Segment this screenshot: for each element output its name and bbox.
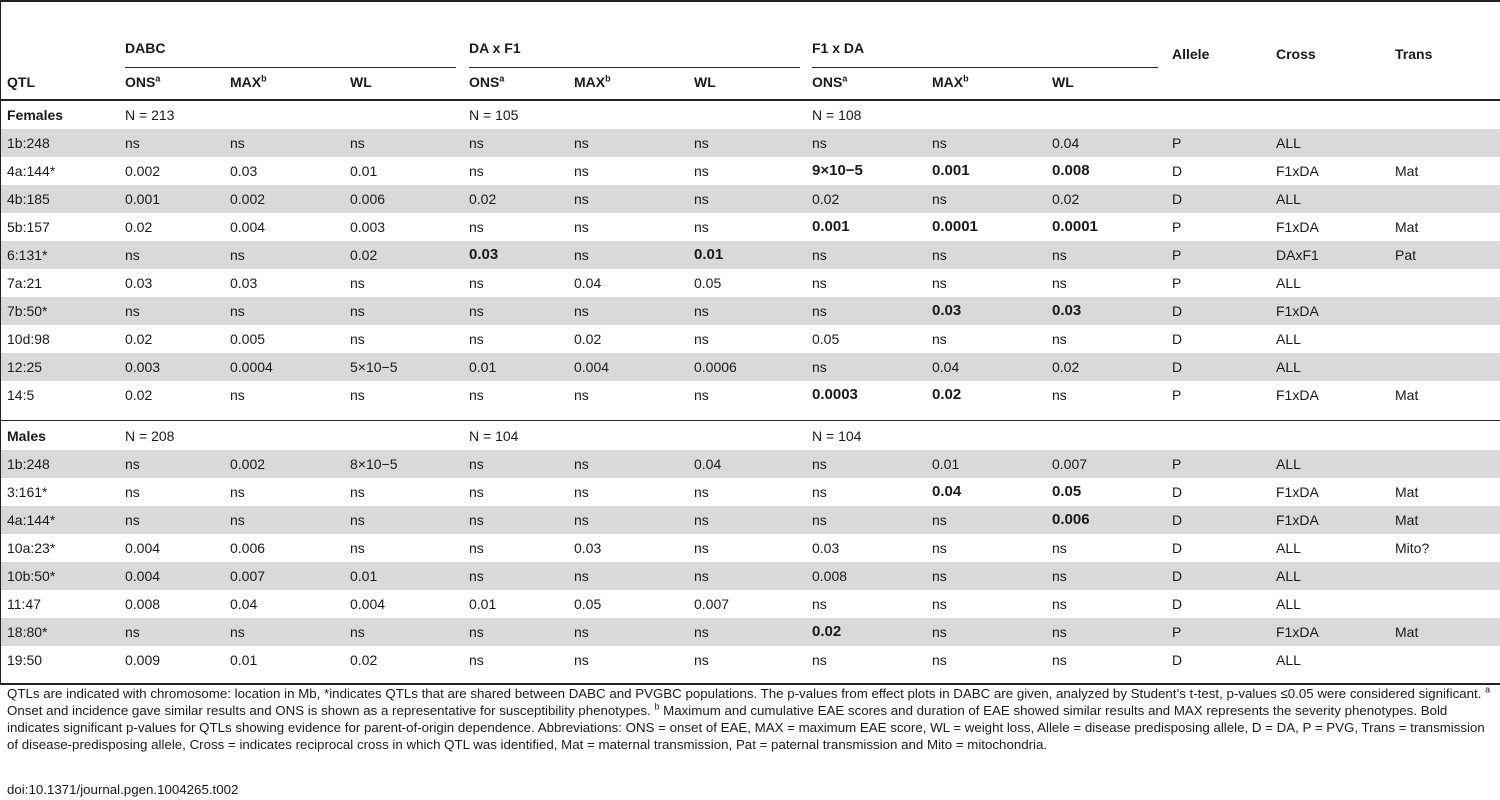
header-cross: Cross (1276, 46, 1316, 62)
pvalue-cell: 0.0001 (932, 218, 978, 235)
pvalue-cell: 0.05 (694, 275, 722, 291)
pvalue-cell: ns (469, 624, 484, 640)
table-row (1, 241, 1500, 269)
pvalue-cell: 0.004 (125, 568, 161, 584)
pvalue-cell: ns (469, 456, 484, 472)
allele-cell: P (1172, 135, 1182, 151)
qtl-cell: 10b:50* (7, 568, 56, 584)
pvalue-cell: ns (694, 484, 709, 500)
table-row (1, 185, 1500, 213)
pvalue-cell: 0.004 (350, 596, 386, 612)
sample-size: N = 105 (469, 107, 519, 123)
pvalue-cell: 0.05 (574, 596, 602, 612)
allele-cell: D (1172, 303, 1183, 319)
footnote-a-text: Onset and incidence gave similar results and ONS is shown as a representative for susceptibility phenotypes. (7, 703, 651, 718)
pvalue-cell: 0.007 (1052, 456, 1088, 472)
pvalue-cell: ns (574, 303, 589, 319)
cross-cell: ALL (1276, 568, 1301, 584)
header-max-text: MAX (574, 74, 606, 90)
pvalue-cell: 0.001 (125, 191, 161, 207)
pvalue-cell: 0.02 (932, 386, 962, 403)
pvalue-cell: ns (469, 135, 484, 151)
pvalue-cell: 0.004 (574, 359, 610, 375)
pvalue-cell: 0.007 (230, 568, 266, 584)
qtl-cell: 10d:98 (7, 331, 50, 347)
pvalue-cell: 0.02 (125, 331, 153, 347)
pvalue-cell: 0.03 (469, 246, 499, 263)
group-header-f1xda: F1 x DA (812, 40, 865, 56)
pvalue-cell: ns (932, 275, 947, 291)
qtl-cell: 5b:157 (7, 219, 50, 235)
allele-cell: D (1172, 163, 1183, 179)
pvalue-cell: ns (125, 303, 140, 319)
pvalue-cell: ns (469, 512, 484, 528)
group-underline-dabc (125, 67, 456, 68)
header-ons-text: ONS (812, 74, 843, 90)
header-ons-text: ONS (125, 74, 156, 90)
cross-cell: ALL (1276, 456, 1301, 472)
pvalue-cell: ns (932, 652, 947, 668)
pvalue-cell: ns (1052, 540, 1067, 556)
pvalue-cell: 0.03 (230, 163, 258, 179)
pvalue-cell: ns (574, 652, 589, 668)
allele-cell: D (1172, 652, 1183, 668)
pvalue-cell: 0.05 (1052, 483, 1082, 500)
pvalue-cell: ns (574, 456, 589, 472)
pvalue-cell: ns (230, 247, 245, 263)
table-row (1, 534, 1500, 562)
pvalue-cell: 0.04 (230, 596, 258, 612)
sup-b: b (963, 73, 969, 84)
pvalue-cell: ns (230, 512, 245, 528)
section-label: Females (7, 107, 64, 123)
pvalue-cell: ns (469, 163, 484, 179)
pvalue-cell: ns (932, 568, 947, 584)
allele-cell: D (1172, 540, 1183, 556)
header-trans: Trans (1395, 46, 1433, 62)
allele-cell: P (1172, 456, 1182, 472)
header-ons (125, 74, 160, 90)
table-row (1, 213, 1500, 241)
pvalue-cell: ns (350, 303, 365, 319)
table-row (1, 157, 1500, 185)
pvalue-cell: 0.001 (812, 218, 850, 235)
header-ons (812, 74, 847, 90)
pvalue-cell: ns (812, 652, 827, 668)
header-ons (469, 74, 504, 90)
pvalue-cell: 0.01 (350, 568, 378, 584)
pvalue-cell: ns (574, 191, 589, 207)
trans-cell: Mat (1395, 219, 1419, 235)
header-wl: WL (694, 74, 716, 90)
pvalue-cell: ns (812, 247, 827, 263)
table-row (1, 450, 1500, 478)
pvalue-cell: ns (230, 135, 245, 151)
pvalue-cell: 0.006 (230, 540, 266, 556)
pvalue-cell: 0.02 (350, 247, 378, 263)
qtl-cell: 6:131* (7, 247, 48, 263)
pvalue-cell: ns (932, 596, 947, 612)
pvalue-cell: ns (1052, 331, 1067, 347)
pvalue-cell: 0.0001 (1052, 218, 1098, 235)
header-max-text: MAX (230, 74, 262, 90)
pvalue-cell: 0.008 (125, 596, 161, 612)
qtl-cell: 14:5 (7, 387, 35, 403)
pvalue-cell: ns (1052, 568, 1067, 584)
pvalue-cell: 0.001 (932, 162, 970, 179)
pvalue-cell: ns (932, 191, 947, 207)
pvalue-cell: 0.04 (1052, 135, 1080, 151)
pvalue-cell: 0.005 (230, 331, 266, 347)
pvalue-cell: ns (350, 540, 365, 556)
allele-cell: P (1172, 624, 1182, 640)
pvalue-cell: ns (469, 568, 484, 584)
pvalue-cell: ns (574, 219, 589, 235)
pvalue-cell: ns (694, 387, 709, 403)
pvalue-cell: 0.01 (469, 359, 497, 375)
section-header-row (1, 101, 1500, 129)
pvalue-cell: 5×10−5 (350, 359, 398, 375)
pvalue-cell: ns (694, 303, 709, 319)
pvalue-cell: ns (812, 596, 827, 612)
pvalue-cell: ns (694, 331, 709, 347)
pvalue-cell: 0.03 (574, 540, 602, 556)
pvalue-cell: ns (350, 484, 365, 500)
group-header-dabc: DABC (125, 40, 166, 56)
pvalue-cell: 0.006 (1052, 511, 1090, 528)
pvalue-cell: ns (574, 568, 589, 584)
pvalue-cell: ns (125, 456, 140, 472)
pvalue-cell: 0.007 (694, 596, 730, 612)
trans-cell: Mat (1395, 387, 1419, 403)
header-qtl: QTL (7, 74, 35, 90)
qtl-cell: 19:50 (7, 652, 43, 668)
cross-cell: ALL (1276, 596, 1301, 612)
header-max (574, 74, 611, 90)
pvalue-cell: ns (694, 219, 709, 235)
table-row (1, 297, 1500, 325)
sample-size: N = 108 (812, 107, 862, 123)
pvalue-cell: 0.009 (125, 652, 161, 668)
pvalue-cell: 0.006 (350, 191, 386, 207)
table-row (1, 269, 1500, 297)
pvalue-cell: ns (125, 484, 140, 500)
section-divider (0, 420, 1500, 421)
pvalue-cell: ns (1052, 247, 1067, 263)
pvalue-cell: 0.02 (1052, 191, 1080, 207)
pvalue-cell: 0.03 (125, 275, 153, 291)
pvalue-cell: ns (350, 387, 365, 403)
pvalue-cell: 0.02 (812, 623, 842, 640)
pvalue-cell: ns (694, 512, 709, 528)
pvalue-cell: 0.04 (932, 359, 960, 375)
pvalue-cell: 0.003 (125, 359, 161, 375)
allele-cell: D (1172, 484, 1183, 500)
pvalue-cell: 0.003 (350, 219, 386, 235)
doi-link[interactable]: doi:10.1371/journal.pgen.1004265.t002 (7, 782, 239, 797)
pvalue-cell: ns (350, 135, 365, 151)
pvalue-cell: ns (812, 456, 827, 472)
header-wl: WL (350, 74, 372, 90)
footnote-b-text: Maximum and cumulative EAE scores and duration of EAE showed similar results and MAX represents the severity phenotypes. Bold indicates significant p-values for QTLs showing evidence for parent-of-origin dependence. Abbreviations: ONS = onset of EAE, MAX = maximum EAE score, WL = weight loss, Allele = disease predisposing allele, D = DA, P = PVG, Trans = transmission of disease-predisposing allele, Cross = indicates reciprocal cross in which QTL was identified, Mat = maternal transmission, Pat = paternal transmission and Mito = mitochondria. (7, 703, 1485, 752)
pvalue-cell: ns (469, 219, 484, 235)
pvalue-cell: ns (812, 512, 827, 528)
qtl-cell: 1b:248 (7, 135, 50, 151)
pvalue-cell: ns (125, 512, 140, 528)
pvalue-cell: ns (125, 247, 140, 263)
trans-cell: Mito? (1395, 540, 1430, 556)
sup-a: a (842, 73, 848, 84)
pvalue-cell: ns (574, 163, 589, 179)
pvalue-cell: ns (932, 135, 947, 151)
pvalue-cell: 0.03 (1052, 302, 1082, 319)
qtl-cell: 7b:50* (7, 303, 48, 319)
pvalue-cell: 0.004 (230, 219, 266, 235)
pvalue-cell: ns (694, 135, 709, 151)
cross-cell: F1xDA (1276, 387, 1319, 403)
pvalue-cell: ns (1052, 387, 1067, 403)
pvalue-cell: ns (812, 135, 827, 151)
pvalue-cell: ns (812, 275, 827, 291)
pvalue-cell: 0.02 (125, 219, 153, 235)
pvalue-cell: ns (694, 568, 709, 584)
table-row (1, 646, 1500, 674)
cross-cell: ALL (1276, 652, 1301, 668)
pvalue-cell: ns (812, 303, 827, 319)
pvalue-cell: ns (230, 387, 245, 403)
pvalue-cell: ns (812, 359, 827, 375)
pvalue-cell: ns (350, 331, 365, 347)
sup-a: a (499, 73, 505, 84)
pvalue-cell: 0.02 (469, 191, 497, 207)
pvalue-cell: 0.02 (1052, 359, 1080, 375)
allele-cell: D (1172, 568, 1183, 584)
header-max (932, 74, 969, 90)
pvalue-cell: 0.03 (230, 275, 258, 291)
cross-cell: ALL (1276, 540, 1301, 556)
table-row (1, 562, 1500, 590)
pvalue-cell: ns (230, 303, 245, 319)
pvalue-cell: ns (350, 624, 365, 640)
pvalue-cell: ns (469, 484, 484, 500)
pvalue-cell: 0.008 (1052, 162, 1090, 179)
pvalue-cell: ns (350, 512, 365, 528)
pvalue-cell: ns (932, 512, 947, 528)
pvalue-cell: 0.04 (574, 275, 602, 291)
allele-cell: D (1172, 359, 1183, 375)
allele-cell: P (1172, 219, 1182, 235)
sample-size: N = 104 (812, 428, 862, 444)
pvalue-cell: ns (469, 303, 484, 319)
pvalue-cell: 0.04 (932, 483, 962, 500)
pvalue-cell: ns (125, 624, 140, 640)
allele-cell: D (1172, 331, 1183, 347)
pvalue-cell: ns (574, 512, 589, 528)
pvalue-cell: 0.008 (812, 568, 848, 584)
cross-cell: F1xDA (1276, 163, 1319, 179)
qtl-cell: 12:25 (7, 359, 43, 375)
cross-cell: F1xDA (1276, 303, 1319, 319)
table-row (1, 478, 1500, 506)
sample-size: N = 208 (125, 428, 175, 444)
pvalue-cell: ns (1052, 275, 1067, 291)
qtl-cell: 3:161* (7, 484, 48, 500)
table-row (1, 129, 1500, 157)
pvalue-cell: 0.02 (350, 652, 378, 668)
pvalue-cell: 0.03 (932, 302, 962, 319)
pvalue-cell: 0.05 (812, 331, 840, 347)
sample-size: N = 104 (469, 428, 519, 444)
table-row (1, 506, 1500, 534)
header-max (230, 74, 267, 90)
table-row (1, 353, 1500, 381)
pvalue-cell: 0.02 (125, 387, 153, 403)
pvalue-cell: 0.0006 (694, 359, 737, 375)
pvalue-cell: ns (932, 540, 947, 556)
pvalue-cell: 0.002 (125, 163, 161, 179)
qtl-cell: 7a:21 (7, 275, 43, 291)
cross-cell: F1xDA (1276, 219, 1319, 235)
section-label: Males (7, 428, 46, 444)
sup-b: b (261, 73, 267, 84)
pvalue-cell: ns (694, 191, 709, 207)
pvalue-cell: 0.01 (469, 596, 497, 612)
cross-cell: ALL (1276, 359, 1301, 375)
sup-a: a (155, 73, 161, 84)
group-header-daxf1: DA x F1 (469, 40, 521, 56)
cross-cell: F1xDA (1276, 484, 1319, 500)
pvalue-cell: ns (125, 135, 140, 151)
trans-cell: Mat (1395, 512, 1419, 528)
pvalue-cell: ns (469, 652, 484, 668)
pvalue-cell: ns (1052, 652, 1067, 668)
section-header-row (1, 422, 1500, 450)
pvalue-cell: 0.002 (230, 456, 266, 472)
pvalue-cell: 0.0003 (812, 386, 858, 403)
cross-cell: F1xDA (1276, 624, 1319, 640)
pvalue-cell: 0.04 (694, 456, 722, 472)
allele-cell: D (1172, 596, 1183, 612)
pvalue-cell: 0.01 (230, 652, 258, 668)
pvalue-cell: ns (469, 540, 484, 556)
qtl-cell: 4b:185 (7, 191, 50, 207)
pvalue-cell: ns (574, 387, 589, 403)
pvalue-cell: ns (694, 540, 709, 556)
header-max-text: MAX (932, 74, 964, 90)
pvalue-cell: ns (694, 652, 709, 668)
allele-cell: P (1172, 275, 1182, 291)
cross-cell: F1xDA (1276, 512, 1319, 528)
pvalue-cell: ns (932, 331, 947, 347)
sample-size: N = 213 (125, 107, 175, 123)
footnote-a-mark: a (1485, 684, 1491, 695)
table-footnote (7, 685, 1497, 753)
table-top-rule (0, 0, 1500, 2)
pvalue-cell: 9×10−5 (812, 162, 863, 179)
pvalue-cell: 0.03 (812, 540, 840, 556)
pvalue-cell: ns (574, 624, 589, 640)
allele-cell: P (1172, 247, 1182, 263)
allele-cell: D (1172, 512, 1183, 528)
pvalue-cell: 0.01 (694, 246, 724, 263)
trans-cell: Pat (1395, 247, 1417, 263)
qtl-cell: 11:47 (7, 596, 41, 612)
pvalue-cell: 0.01 (932, 456, 960, 472)
pvalue-cell: ns (574, 484, 589, 500)
pvalue-cell: ns (1052, 596, 1067, 612)
pvalue-cell: ns (230, 624, 245, 640)
header-wl: WL (1052, 74, 1074, 90)
pvalue-cell: 0.002 (230, 191, 266, 207)
pvalue-cell: ns (694, 624, 709, 640)
pvalue-cell: ns (469, 387, 484, 403)
pvalue-cell: ns (574, 247, 589, 263)
pvalue-cell: ns (230, 484, 245, 500)
pvalue-cell: ns (350, 275, 365, 291)
pvalue-cell: 0.01 (350, 163, 378, 179)
cross-cell: ALL (1276, 275, 1301, 291)
allele-cell: D (1172, 191, 1183, 207)
qtl-cell: 18:80* (7, 624, 48, 640)
qtl-cell: 4a:144* (7, 163, 56, 179)
qtl-cell: 1b:248 (7, 456, 50, 472)
cross-cell: DAxF1 (1276, 247, 1319, 263)
pvalue-cell: 0.02 (574, 331, 602, 347)
pvalue-cell: 0.02 (812, 191, 840, 207)
pvalue-cell: ns (469, 275, 484, 291)
footnote-b-mark: b (654, 701, 660, 712)
pvalue-cell: ns (469, 331, 484, 347)
pvalue-cell: ns (694, 163, 709, 179)
footnote-main: QTLs are indicated with chromosome: location in Mb, *indicates QTLs that are shared between DABC and PVGBC populations. The p-values from effect plots in DABC are given, analyzed by Student’s t-test, p-values ≤0.05 were considered significant. (7, 686, 1482, 701)
header-ons-text: ONS (469, 74, 500, 90)
cross-cell: ALL (1276, 191, 1301, 207)
table-row (1, 618, 1500, 646)
group-underline-daxf1 (469, 67, 800, 68)
pvalue-cell: ns (932, 624, 947, 640)
cross-cell: ALL (1276, 135, 1301, 151)
qtl-cell: 4a:144* (7, 512, 56, 528)
pvalue-cell: 8×10−5 (350, 456, 398, 472)
table-row (1, 590, 1500, 618)
header-allele: Allele (1172, 46, 1210, 62)
pvalue-cell: 0.004 (125, 540, 161, 556)
pvalue-cell: 0.0004 (230, 359, 273, 375)
pvalue-cell: ns (574, 135, 589, 151)
pvalue-cell: ns (932, 247, 947, 263)
trans-cell: Mat (1395, 624, 1419, 640)
group-underline-f1xda (812, 67, 1158, 68)
trans-cell: Mat (1395, 484, 1419, 500)
pvalue-cell: ns (812, 484, 827, 500)
cross-cell: ALL (1276, 331, 1301, 347)
allele-cell: P (1172, 387, 1182, 403)
table-row (1, 325, 1500, 353)
qtl-cell: 10a:23* (7, 540, 56, 556)
pvalue-cell: ns (1052, 624, 1067, 640)
table-row (1, 381, 1500, 409)
trans-cell: Mat (1395, 163, 1419, 179)
sup-b: b (605, 73, 611, 84)
